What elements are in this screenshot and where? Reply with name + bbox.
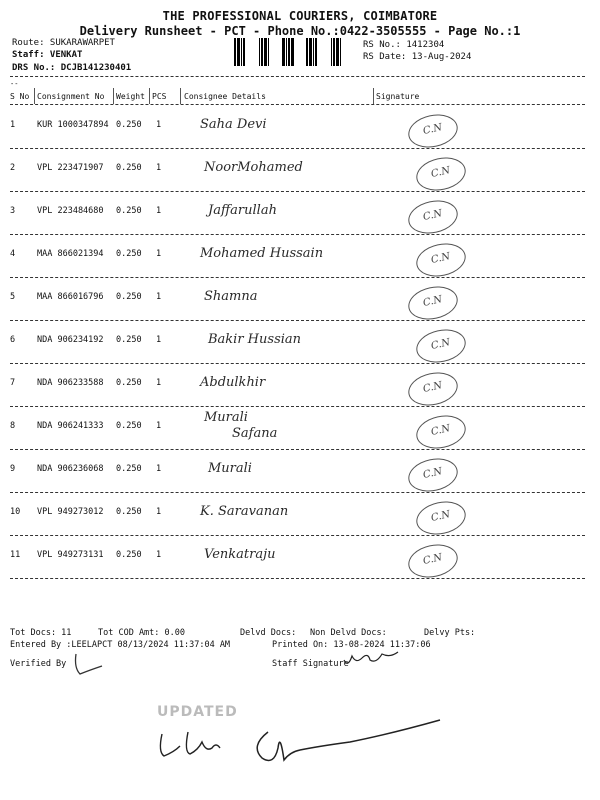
col-separator xyxy=(34,88,35,104)
row-consignment-no: VPL 223484680 xyxy=(37,206,104,216)
row-weight: 0.250 xyxy=(116,378,142,388)
row-signature-text: C.N xyxy=(430,423,452,438)
row-signature-stamp xyxy=(405,454,461,496)
row-consignment-no: VPL 949273012 xyxy=(37,507,104,517)
row-consignment-no: VPL 949273131 xyxy=(37,550,104,560)
row-weight: 0.250 xyxy=(116,335,142,345)
row-pcs: 1 xyxy=(156,378,162,388)
tot-cod-amount: Tot COD Amt: 0.00 xyxy=(98,628,185,638)
row-consignee-name: Mohamed Hussain xyxy=(200,246,324,261)
route-label: Route: SUKARAWARPET xyxy=(12,38,115,48)
col-separator xyxy=(149,88,150,104)
row-signature-text: C.N xyxy=(422,122,444,137)
row-sno: 11 xyxy=(10,550,21,560)
row-pcs: 1 xyxy=(156,249,162,259)
row-divider xyxy=(10,277,585,278)
verified-by-label: Verified By xyxy=(10,659,67,669)
barcode-bar xyxy=(291,38,294,66)
col-separator xyxy=(180,88,181,104)
col-separator xyxy=(373,88,374,104)
row-divider xyxy=(10,148,585,149)
barcode-bar xyxy=(331,38,332,66)
row-pcs: 1 xyxy=(156,464,162,474)
col-header-signature: Signature xyxy=(376,92,420,101)
barcode-bar xyxy=(261,38,263,66)
row-consignment-no: KUR 1000347894 xyxy=(37,120,109,130)
row-signature-text: C.N xyxy=(430,337,452,352)
row-signature-stamp xyxy=(413,239,469,281)
row-consignment-no: NDA 906233588 xyxy=(37,378,104,388)
row-divider xyxy=(10,535,585,536)
row-consignee-name-2: Safana xyxy=(232,426,278,441)
row-sno: 10 xyxy=(10,507,21,517)
staff-label: Staff: VENKAT xyxy=(12,50,83,60)
row-consignee-name: Shamna xyxy=(204,289,258,304)
row-divider xyxy=(10,320,585,321)
col-header-consignee: Consignee Details xyxy=(184,92,266,101)
staff-signature-label: Staff Signature xyxy=(272,659,349,669)
barcode-bar xyxy=(313,38,314,66)
row-consignee-name: Murali xyxy=(204,410,248,425)
col-separator xyxy=(113,88,114,104)
drs-number: DRS No.: DCJB141230401 xyxy=(12,63,132,73)
row-divider xyxy=(10,406,585,407)
row-sno: 9 xyxy=(10,464,16,474)
row-divider xyxy=(10,363,585,364)
row-signature-text: C.N xyxy=(422,208,444,223)
header-divider xyxy=(10,104,585,105)
rs-number: RS No.: 1412304 xyxy=(363,40,445,50)
row-divider xyxy=(10,449,585,450)
staff-signature-icon xyxy=(340,644,410,672)
row-weight: 0.250 xyxy=(116,206,142,216)
row-consignee-name: Bakir Hussian xyxy=(208,332,302,347)
row-signature-text: C.N xyxy=(422,466,444,481)
row-divider xyxy=(10,492,585,493)
row-signature-stamp xyxy=(405,196,461,238)
row-divider xyxy=(10,191,585,192)
barcode-bar xyxy=(282,38,285,66)
printed-on: Printed On: 13-08-2024 11:37:06 xyxy=(272,640,431,650)
row-divider xyxy=(10,234,585,235)
row-signature-stamp xyxy=(405,110,461,152)
col-header-sno: S No xyxy=(10,92,30,101)
row-signature-text: C.N xyxy=(422,380,444,395)
row-signature-stamp xyxy=(405,368,461,410)
barcode-bar xyxy=(306,38,308,66)
barcode-bar xyxy=(315,38,317,66)
delvy-pts: Delvy Pts: xyxy=(424,628,476,638)
row-pcs: 1 xyxy=(156,335,162,345)
row-signature-stamp xyxy=(405,540,461,582)
row-pcs: 1 xyxy=(156,550,162,560)
row-sno: 4 xyxy=(10,249,16,259)
row-divider xyxy=(10,578,585,579)
runsheet-subtitle: Delivery Runsheet - PCT - Phone No.:0422-3505555 - Page No.:1 xyxy=(79,24,521,38)
row-signature-text: C.N xyxy=(422,552,444,567)
barcode-bar xyxy=(259,38,260,66)
divider xyxy=(10,76,585,77)
row-consignment-no: NDA 906234192 xyxy=(37,335,104,345)
verified-signature-icon xyxy=(70,650,110,680)
barcode-bar xyxy=(243,38,245,66)
row-consignment-no: NDA 906236068 xyxy=(37,464,104,474)
dash-mark: -- xyxy=(10,80,19,88)
row-signature-text: C.N xyxy=(430,509,452,524)
row-weight: 0.250 xyxy=(116,507,142,517)
row-consignee-name: Jaffarullah xyxy=(208,203,277,218)
row-weight: 0.250 xyxy=(116,249,142,259)
col-header-weight: Weight xyxy=(116,92,145,101)
company-title: THE PROFESSIONAL COURIERS, COIMBATORE xyxy=(162,9,438,23)
updated-stamp: UPDATED xyxy=(157,704,238,720)
row-pcs: 1 xyxy=(156,292,162,302)
row-signature-stamp xyxy=(413,153,469,195)
row-signature-stamp xyxy=(413,411,469,453)
row-sno: 5 xyxy=(10,292,16,302)
row-sno: 3 xyxy=(10,206,16,216)
barcode-bar xyxy=(340,38,341,66)
col-header-pcs: PCS xyxy=(152,92,167,101)
row-weight: 0.250 xyxy=(116,464,142,474)
row-sno: 1 xyxy=(10,120,16,130)
barcode-bar xyxy=(288,38,290,66)
row-pcs: 1 xyxy=(156,206,162,216)
row-pcs: 1 xyxy=(156,507,162,517)
row-sno: 8 xyxy=(10,421,16,431)
row-consignee-name: Venkatraju xyxy=(204,547,276,562)
barcode-bar xyxy=(237,38,240,66)
row-sno: 6 xyxy=(10,335,16,345)
tot-docs: Tot Docs: 11 xyxy=(10,628,72,638)
row-weight: 0.250 xyxy=(116,550,142,560)
non-delvd-docs: Non Delvd Docs: xyxy=(310,628,387,638)
row-consignee-name: Murali xyxy=(208,461,252,476)
barcode-bar xyxy=(309,38,312,66)
row-pcs: 1 xyxy=(156,421,162,431)
row-pcs: 1 xyxy=(156,163,162,173)
col-header-consignment: Consignment No xyxy=(37,92,105,101)
rs-date: RS Date: 13-Aug-2024 xyxy=(363,52,472,62)
row-weight: 0.250 xyxy=(116,120,142,130)
bottom-signatures-icon xyxy=(150,712,480,782)
row-consignment-no: MAA 866021394 xyxy=(37,249,104,259)
row-signature-text: C.N xyxy=(422,294,444,309)
row-signature-stamp xyxy=(413,325,469,367)
row-signature-stamp xyxy=(405,282,461,324)
row-consignee-name: K. Saravanan xyxy=(200,504,289,519)
row-sno: 7 xyxy=(10,378,16,388)
barcode-bar xyxy=(234,38,236,66)
row-weight: 0.250 xyxy=(116,292,142,302)
row-consignee-name: Saha Devi xyxy=(200,117,267,132)
row-weight: 0.250 xyxy=(116,421,142,431)
row-sno: 2 xyxy=(10,163,16,173)
row-consignee-name: Abdulkhir xyxy=(200,375,266,390)
barcode-bar xyxy=(264,38,267,66)
barcode-bar xyxy=(333,38,335,66)
row-consignee-name: NoorMohamed xyxy=(204,160,303,175)
row-signature-stamp xyxy=(413,497,469,539)
row-consignment-no: NDA 906241333 xyxy=(37,421,104,431)
barcode-icon xyxy=(228,38,356,66)
row-consignment-no: VPL 223471907 xyxy=(37,163,104,173)
delvd-docs: Delvd Docs: xyxy=(240,628,297,638)
barcode-bar xyxy=(241,38,242,66)
row-pcs: 1 xyxy=(156,120,162,130)
barcode-bar xyxy=(268,38,269,66)
barcode-bar xyxy=(286,38,287,66)
row-signature-text: C.N xyxy=(430,165,452,180)
entered-by: Entered By :LEELAPCT 08/13/2024 11:37:04 AM xyxy=(10,640,231,650)
row-signature-text: C.N xyxy=(430,251,452,266)
row-weight: 0.250 xyxy=(116,163,142,173)
barcode-bar xyxy=(336,38,339,66)
row-consignment-no: MAA 866016796 xyxy=(37,292,104,302)
